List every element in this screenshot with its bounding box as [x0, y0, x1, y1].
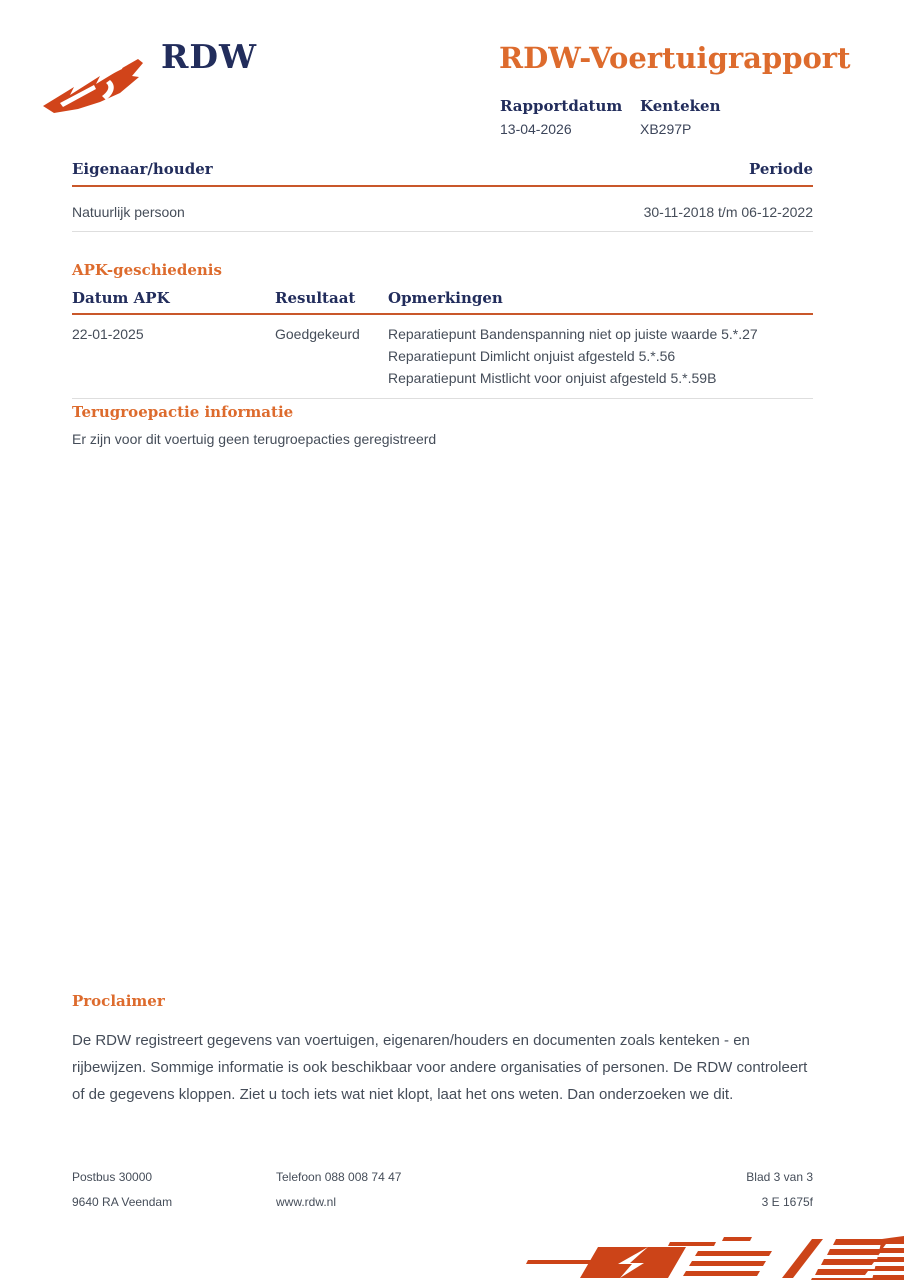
apk-table-row: [72, 323, 813, 389]
orange-divider: [72, 313, 813, 315]
apk-col-datum: Datum APK: [72, 289, 170, 307]
apk-heading: APK-geschiedenis: [72, 261, 222, 279]
proclaimer-heading: Proclaimer: [72, 992, 165, 1010]
period-heading: Periode: [748, 160, 813, 178]
owner-value: Natuurlijk persoon: [72, 204, 185, 220]
apk-col-resultaat: Resultaat: [275, 289, 356, 307]
apk-remark-line: Reparatiepunt Mistlicht voor onjuist afgesteld 5.*.59B: [388, 370, 717, 386]
report-date-value: 13-04-2026: [500, 121, 572, 137]
owner-section: [72, 160, 813, 232]
period-value: 30-11-2018 t/m 06-12-2022: [643, 204, 813, 220]
license-plate-value: XB297P: [640, 121, 692, 137]
proclaimer-text: De RDW registreert gegevens van voertuigen, eigenaren/houders en documenten zoals kenteken - en rijbewijzen. Sommige informatie is ook beschikbaar voor andere organisaties of personen. De RDW controleert of de gegevens kloppen. Ziet u toch iets wat niet klopt, laat het ons weten. Dan onderzoeken we dit.: [72, 1032, 808, 1103]
license-plate-block: [640, 97, 720, 137]
report-date-block: [500, 97, 640, 137]
page-footer: [72, 1170, 813, 1209]
report-title: RDW-Voertuigrapport: [499, 41, 851, 75]
footer-doc-code: 3 E 1675f: [761, 1195, 813, 1209]
recall-text: Er zijn voor dit voertuig geen terugroepacties geregistreerd: [72, 431, 437, 447]
footer-city: 9640 RA Veendam: [72, 1195, 173, 1209]
footer-postbus: Postbus 30000: [72, 1170, 153, 1184]
apk-remark-line: Reparatiepunt Dimlicht onjuist afgesteld 5.*.56: [388, 348, 676, 364]
owner-heading: Eigenaar/houder: [72, 160, 213, 178]
apk-row-resultaat: Goedgekeurd: [275, 326, 360, 342]
footer-website: www.rdw.nl: [276, 1195, 337, 1209]
gray-divider: [72, 398, 813, 399]
recall-section: [72, 403, 813, 447]
rdw-stripes-graphic: [520, 1234, 904, 1280]
recall-heading: Terugroepactie informatie: [72, 403, 294, 421]
footer-phone: Telefoon 088 008 74 47: [276, 1170, 402, 1184]
rdw-feather-logo-icon: [40, 54, 146, 114]
proclaimer-section: [72, 992, 813, 1108]
report-meta: [500, 97, 720, 137]
apk-col-opmerkingen: Opmerkingen: [388, 289, 503, 307]
apk-row-datum: 22-01-2025: [72, 326, 144, 342]
apk-table-header: [72, 289, 813, 307]
rdw-wordmark: RDW: [161, 37, 258, 76]
orange-divider: [72, 185, 813, 187]
apk-remark-line: Reparatiepunt Bandenspanning niet op juiste waarde 5.*.27: [388, 326, 758, 342]
footer-page-number: Blad 3 van 3: [746, 1170, 813, 1184]
gray-divider: [72, 231, 813, 232]
license-plate-label: Kenteken: [640, 97, 721, 115]
apk-row-opmerkingen: [388, 323, 813, 389]
report-date-label: Rapportdatum: [500, 97, 623, 115]
apk-history-section: [72, 261, 813, 399]
